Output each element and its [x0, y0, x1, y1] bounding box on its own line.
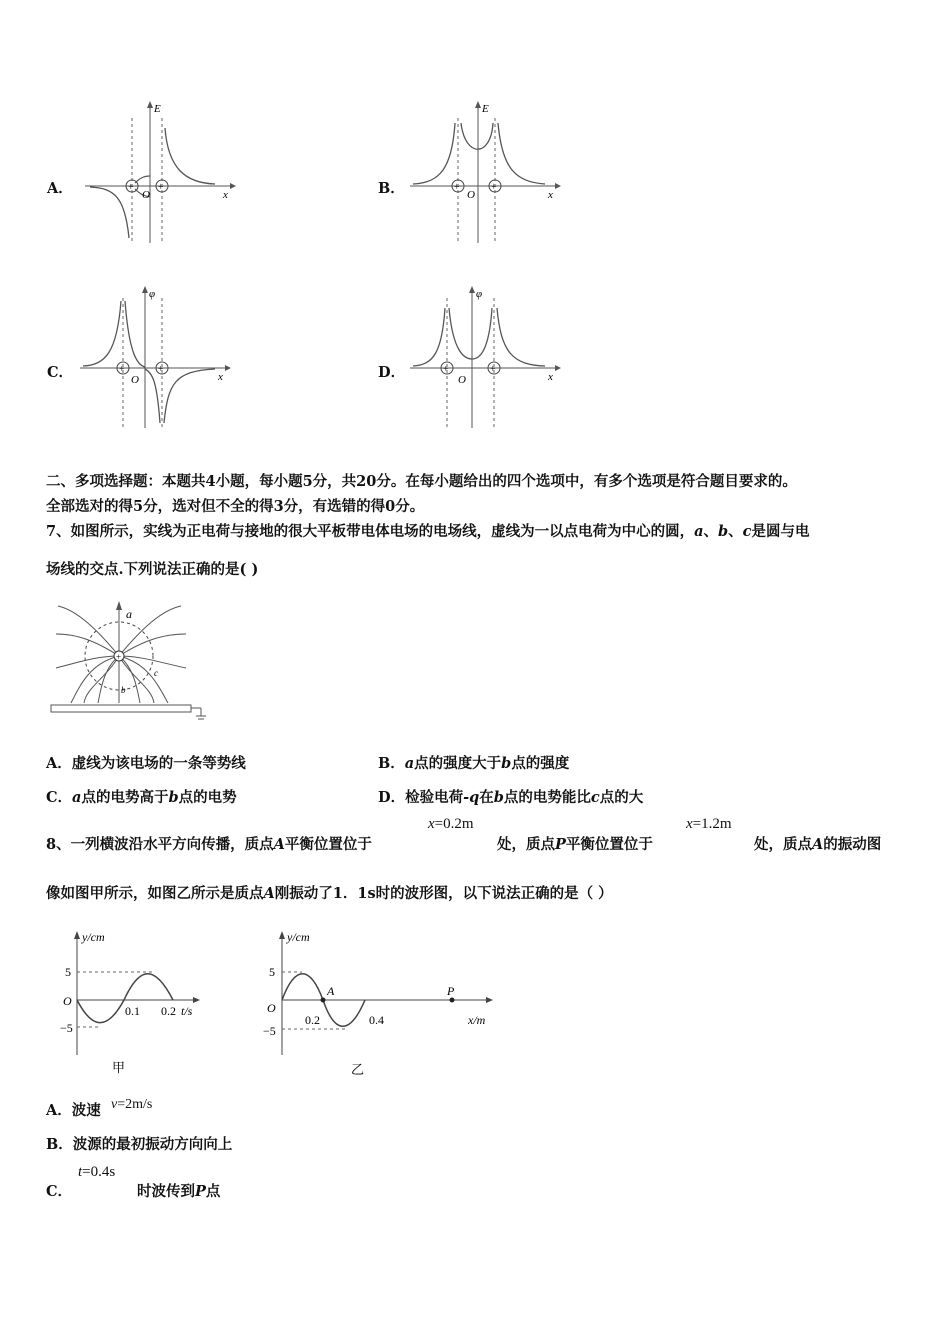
- origin-label: O: [142, 189, 150, 201]
- q7-option-d: D．检验电荷-q在b点的电势能比c点的大: [378, 789, 644, 806]
- xlabel: x/m: [468, 1013, 486, 1027]
- svg-text:+: +: [158, 364, 164, 375]
- caption-jia: 甲: [112, 1060, 126, 1075]
- axis-label: x: [548, 371, 553, 383]
- q8-stem-line1-part3: 处，质点A的振动图: [754, 836, 882, 853]
- graph-c-potential: [75, 283, 235, 433]
- q8-stem-line1-part1: 8、一列横波沿水平方向传播，质点A平衡位置位于: [46, 836, 372, 853]
- origin-label: O: [467, 189, 475, 201]
- y-tick-neg: −5: [60, 1021, 73, 1035]
- point-P-label: P: [447, 984, 455, 998]
- x-tick-1: 0.2: [305, 1013, 320, 1027]
- svg-text:+: +: [158, 182, 164, 193]
- origin-label: O: [267, 1001, 276, 1015]
- svg-text:+: +: [128, 182, 134, 193]
- svg-text:+: +: [491, 182, 497, 193]
- q8-graph-jia: [55, 925, 230, 1080]
- q8-xP-formula: x=1.2m: [686, 816, 732, 832]
- point-A-label: A: [327, 984, 335, 998]
- point-a-label: a: [126, 607, 132, 621]
- q8-option-c-suffix: 时波传到P点: [137, 1183, 221, 1200]
- t-tick-2: 0.2: [161, 1004, 176, 1018]
- graph-b-field: [405, 98, 565, 248]
- q7-stem-line2: 场线的交点.下列说法正确的是( ): [46, 561, 259, 578]
- origin-label: O: [458, 374, 466, 386]
- q8-option-c-prefix: C．: [46, 1183, 73, 1200]
- point-c-label: c: [154, 668, 158, 678]
- svg-text:+: +: [116, 652, 122, 662]
- caption-yi: 乙: [351, 1062, 365, 1077]
- axis-label: E: [154, 103, 161, 115]
- svg-text:+: +: [454, 182, 460, 193]
- y-tick-pos: 5: [65, 965, 71, 979]
- option-b-label: B．: [378, 180, 405, 197]
- axis-label: x: [548, 189, 553, 201]
- option-d-label: D．: [378, 364, 406, 381]
- q7-option-c: C．a点的电势高于b点的电势: [46, 789, 237, 806]
- ylabel: y/cm: [82, 930, 105, 944]
- q8-option-c-formula: t=0.4s: [78, 1164, 116, 1180]
- q8-option-b: B．波源的最初振动方向向上: [46, 1136, 233, 1153]
- q7-option-a: A．虚线为该电场的一条等势线: [46, 755, 246, 772]
- axis-label: x: [218, 371, 223, 383]
- y-tick-pos: 5: [269, 965, 275, 979]
- axis-label: x: [223, 189, 228, 201]
- x-tick-2: 0.4: [369, 1013, 384, 1027]
- svg-text:+: +: [443, 364, 449, 375]
- origin-label: O: [63, 994, 72, 1008]
- q7-option-b: B．a点的强度大于b点的强度: [378, 755, 570, 772]
- ylabel: y/cm: [287, 930, 310, 944]
- graph-a-field: [80, 98, 240, 248]
- q7-field-figure: [46, 588, 216, 723]
- svg-text:+: +: [119, 364, 125, 375]
- graph-d-potential: [405, 283, 565, 433]
- q8-stem-line1-part2: 处，质点P平衡位置位于: [497, 836, 653, 853]
- q8-graph-yi: [255, 925, 505, 1080]
- y-tick-neg: −5: [263, 1024, 276, 1038]
- axis-label: E: [482, 103, 489, 115]
- axis-label: φ: [476, 288, 483, 300]
- q8-option-a: A．波速: [46, 1102, 101, 1119]
- axis-label: φ: [149, 288, 156, 300]
- q7-stem-line1: 7、如图所示，实线为正电荷与接地的很大平板带电体电场的电场线，虚线为一以点电荷为中心的圆，a、b、c是圆与电: [46, 523, 810, 540]
- option-a-label: A．: [47, 180, 73, 197]
- xlabel: t/s: [181, 1004, 193, 1018]
- q8-stem-line2: 像如图甲所示，如图乙所示是质点A刚振动了1．1s时的波形图，以下说法正确的是（ ）: [46, 885, 613, 902]
- option-c-label: C．: [47, 364, 74, 381]
- q8-xA-formula: x=0.2m: [428, 816, 474, 832]
- q8-option-a-formula: v=2m/s: [111, 1097, 153, 1112]
- section-heading: 二、多项选择题：本题共4小题，每小题5分，共20分。在每小题给出的四个选项中，有多个选项是符合题目要求的。: [46, 473, 797, 490]
- t-tick-1: 0.1: [125, 1004, 140, 1018]
- section-instructions: 全部选对的得5分，选对但不全的得3分，有选错的得0分。: [46, 498, 425, 515]
- svg-text:+: +: [490, 364, 496, 375]
- origin-label: O: [131, 374, 139, 386]
- point-b-label: b: [121, 685, 126, 695]
